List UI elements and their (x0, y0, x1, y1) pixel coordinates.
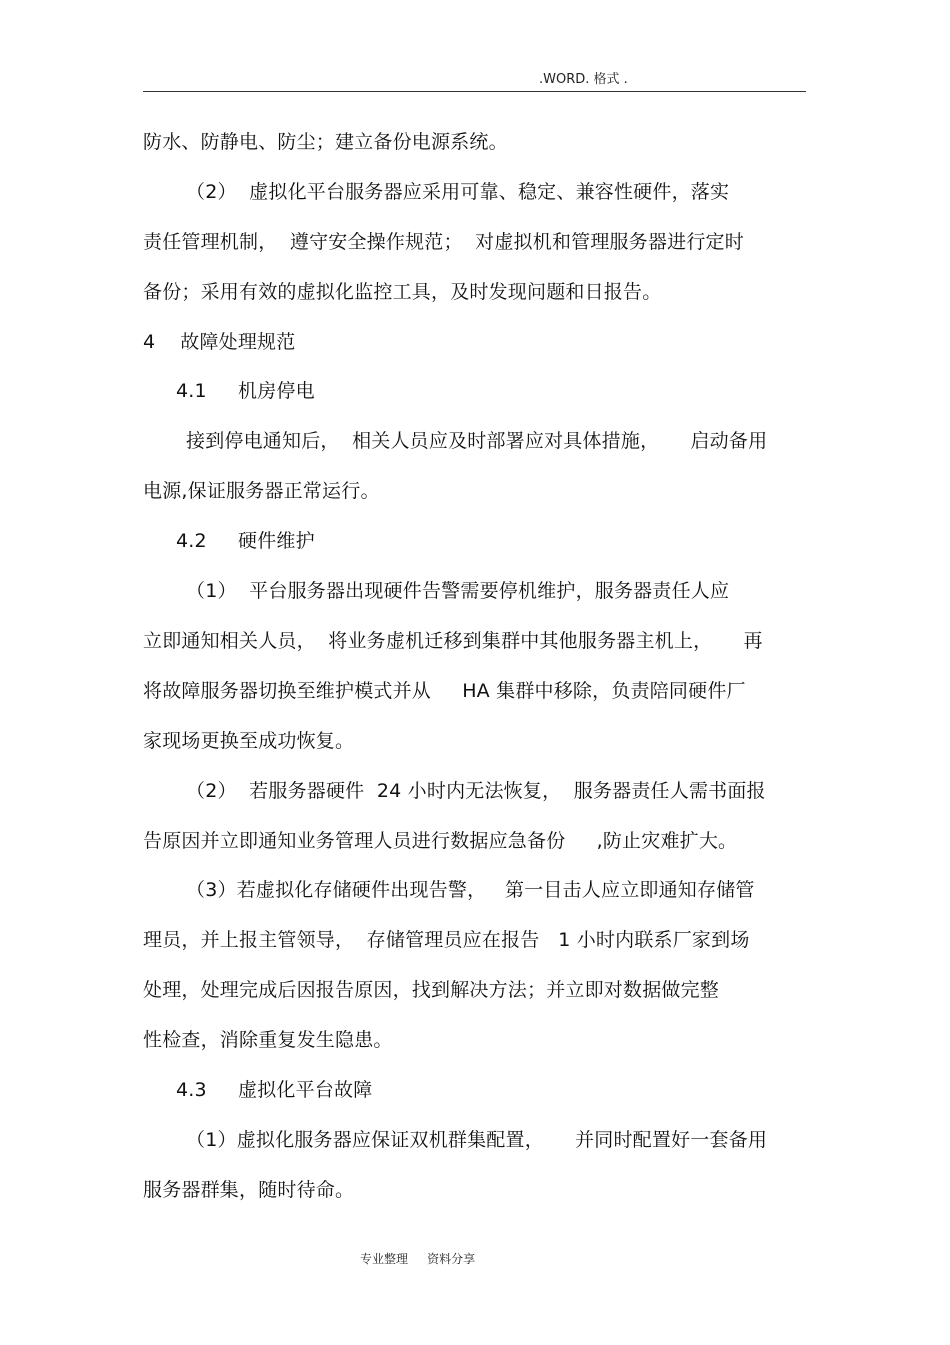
text-line-8: 电源,保证服务器正常运行。 (143, 480, 380, 502)
text-line-2: （2） 虚拟化平台服务器应采用可靠、稳定、兼容性硬件，落实 (186, 181, 730, 203)
text-line-16: （3）若虚拟化存储硬件出现告警， 第一目击人应立即通知存储管 (186, 879, 755, 901)
text-line-4: 备份；采用有效的虚拟化监控工具，及时发现问题和日报告。 (143, 281, 662, 303)
section-heading-4: 4 故障处理规范 (143, 331, 296, 353)
text-line-19: 性检查，消除重复发生隐患。 (143, 1029, 393, 1051)
text-line-12: 将故障服务器切换至维护模式并从 HA 集群中移除，负责陪同硬件厂 (143, 680, 746, 702)
text-line-14: （2） 若服务器硬件 24 小时内无法恢复， 服务器责任人需书面报 (186, 780, 766, 802)
page-footer: 专业整理 资料分享 (360, 1252, 476, 1266)
text-line-13: 家现场更换至成功恢复。 (143, 730, 355, 752)
text-line-22: 服务器群集，随时待命。 (143, 1179, 355, 1201)
text-line-10: （1） 平台服务器出现硬件告警需要停机维护，服务器责任人应 (186, 580, 730, 602)
text-line-7: 接到停电通知后， 相关人员应及时部署应对具体措施， 启动备用 (186, 430, 768, 452)
text-line-11: 立即通知相关人员， 将业务虚机迁移到集群中其他服务器主机上， 再 (143, 630, 763, 652)
subsection-heading-4-2: 4.2 硬件维护 (176, 530, 315, 552)
text-line-3: 责任管理机制， 遵守安全操作规范； 对虚拟机和管理服务器进行定时 (143, 231, 744, 253)
text-line-15: 告原因并立即通知业务管理人员进行数据应急备份 ,防止灾难扩大。 (143, 830, 738, 852)
text-line-18: 处理，处理完成后因报告原因，找到解决方法；并立即对数据做完整 (143, 979, 720, 1001)
page-header (0, 68, 950, 88)
text-line-1: 防水、防静电、防尘；建立备份电源系统。 (143, 131, 508, 153)
text-line-21: （1）虚拟化服务器应保证双机群集配置， 并同时配置好一套备用 (186, 1129, 768, 1151)
subsection-heading-4-1: 4.1 机房停电 (176, 380, 315, 402)
subsection-heading-4-3: 4.3 虚拟化平台故障 (176, 1079, 373, 1101)
header-text: .WORD. 格式 . (539, 72, 628, 87)
header-rule (143, 91, 806, 92)
text-line-17: 理员，并上报主管领导， 存储管理员应在报告 1 小时内联系厂家到场 (143, 929, 750, 951)
